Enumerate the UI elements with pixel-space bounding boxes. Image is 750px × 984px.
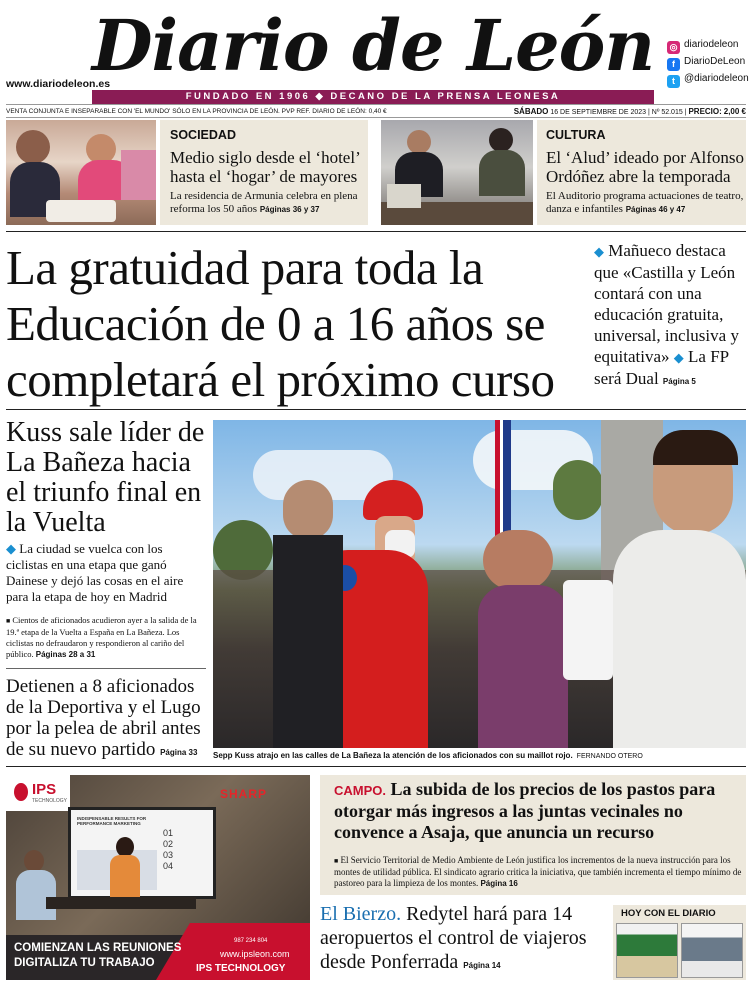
page-ref: Páginas 28 a 31	[35, 650, 96, 659]
hoy-con-el-diario[interactable]	[613, 905, 746, 980]
issue-date: 16 DE SEPTIEMBRE DE 2023	[550, 109, 647, 116]
diamond-bullet-icon: ◆	[673, 350, 684, 365]
page-ref: Páginas 46 y 47	[625, 205, 686, 214]
teaser-summary: La residencia de Armunia celebra en plena reforma los 50 años Páginas 36 y 37	[170, 190, 358, 215]
detienen-story[interactable]	[6, 676, 206, 763]
teaser-cultura[interactable]	[537, 120, 746, 225]
supplement-cover-1[interactable]	[616, 923, 678, 978]
info-bar	[6, 104, 746, 118]
twitter-icon: t	[667, 75, 680, 88]
founding-band: FUNDADO EN 1906 ◆ DECANO DE LA PRENSA LEONESA	[92, 90, 654, 104]
page-ref: Página 14	[463, 961, 501, 970]
divider	[6, 766, 746, 767]
detienen-headline: Detienen a 8 aficionados de la Deportiva y el Lugo por la pelea de abril antes de su nuevo partido	[6, 676, 201, 760]
screen-list: 01 02 03 04	[163, 828, 174, 871]
issue-day: SÁBADO	[513, 107, 549, 116]
facebook-icon: f	[667, 58, 680, 71]
teaser-headline[interactable]: El ‘Alud’ ideado por Alfonso Ordóñez abre la temporada	[546, 148, 744, 186]
supplement-cover-2[interactable]	[681, 923, 743, 978]
social-instagram[interactable]: ◎ diariodeleon	[667, 37, 739, 53]
side-quote-text: Mañueco destaca que «Castilla y León contará con una educación gratuita, universal, inclusiva y equitativa»	[594, 241, 739, 366]
main-side-text	[594, 240, 746, 392]
teaser-headline[interactable]: Medio siglo desde el ‘hotel’ hasta el ‘hogar’ de mayores	[170, 148, 360, 186]
issue-info: SÁBADO 16 DE SEPTIEMBRE DE 2023 | Nº 52.015 | PRECIO: 2,00 €	[513, 107, 746, 116]
divider	[6, 409, 746, 410]
masthead-logo[interactable]: Diario de León	[91, 4, 655, 87]
section-label: SOCIEDAD	[170, 128, 236, 142]
sale-notice: VENTA CONJUNTA E INSEPARABLE CON 'EL MUNDO' SÓLO EN LA PROVINCIA DE LEÓN. PVP REF. DIARIO DE LEÓN: 0,40 €	[6, 108, 387, 115]
social-twitter[interactable]: t @diariodeleon	[667, 71, 749, 87]
page-ref: Páginas 36 y 37	[259, 205, 320, 214]
bierzo-story[interactable]	[320, 902, 610, 978]
teaser-sociedad[interactable]	[160, 120, 368, 225]
bierzo-label: El Bierzo.	[320, 903, 402, 925]
kuss-note: ■ Cientos de aficionados acudieron ayer a la salida de la 19.ª etapa de la Vuelta a España en La Bañeza. Los ciclistas no defraudaron y respondieron al cariño del público. Páginas 28 a 31	[6, 615, 197, 659]
campo-label: CAMPO.	[334, 783, 386, 798]
social-facebook[interactable]: f DiarioDeLeon	[667, 54, 745, 70]
website-url[interactable]: www.diariodeleon.es	[6, 78, 111, 90]
divider	[6, 668, 206, 669]
hoy-title: HOY CON EL DIARIO	[621, 908, 716, 919]
section-label: CULTURA	[546, 128, 606, 142]
page-ref: Página 16	[480, 879, 518, 888]
ips-advertisement[interactable]	[6, 775, 310, 980]
kuss-photo[interactable]	[213, 420, 746, 748]
kuss-summary: ◆ La ciudad se vuelca con los ciclistas en una etapa que ganó Dainese y dejó las cosas en el aire para la etapa de hoy en Madrid	[6, 541, 184, 604]
sharp-logo: SHARP	[220, 787, 268, 801]
square-bullet-icon: ■	[6, 617, 11, 625]
side-fp-text: La FP será Dual	[594, 347, 729, 388]
instagram-icon: ◎	[667, 41, 680, 54]
page-ref: Página 33	[160, 748, 198, 757]
page-ref: Página 5	[662, 377, 696, 386]
ad-phone: 987 234 804	[234, 938, 268, 944]
issue-number: Nº 52.015	[651, 109, 683, 116]
diamond-bullet-icon: ◆	[594, 244, 604, 259]
photo-credit: FERNANDO OTERO	[576, 753, 643, 760]
diamond-bullet-icon: ◆	[6, 541, 16, 556]
teaser-summary: El Auditorio programa actuaciones de teatro, danza e infantiles Páginas 46 y 47	[546, 190, 744, 215]
campo-summary: ■ El Servicio Territorial de Medio Ambiente de León justifica los incrementos de la nueva instrucción para los montes de utilidad pública. El sindicato agrario critica la iniciativa, que también incrementa el tiempo mínimo de pastoreo para la limpieza de los montes. Página 16	[334, 855, 742, 888]
square-bullet-icon: ■	[334, 857, 339, 865]
campo-headline[interactable]: CAMPO. La subida de los precios de los pastos para otorgar más ingresos a las juntas vecinales no convence a Asaja, que anuncia un recurso	[334, 779, 716, 842]
ips-logo: IPS TECHNOLOGY	[6, 775, 70, 811]
bierzo-headline: Redytel hará para 14 aeropuertos el control de viajeros desde Ponferrada	[320, 903, 587, 973]
divider	[6, 231, 746, 232]
ad-screen: INDISPENSABLE RESULTS FOR PERFORMANCE MARKETING 01 02 03 04	[68, 807, 216, 899]
photo-caption: Sepp Kuss atrajo en las calles de La Bañeza la atención de los aficionados con su maillot rojo. FERNANDO OTERO	[213, 751, 643, 760]
ad-web[interactable]: www.ipsleon.com	[220, 949, 290, 959]
ad-company: IPS TECHNOLOGY	[196, 963, 286, 974]
sociedad-photo[interactable]	[6, 120, 156, 225]
price-label: PRECIO:	[688, 107, 722, 116]
ad-slogan: COMIENZAN LAS REUNIONES DIGITALIZA TU TRABAJO	[14, 942, 182, 969]
main-headline[interactable]: La gratuidad para toda la Educación de 0 a 16 años se completará el próximo curso	[6, 240, 555, 407]
kuss-headline[interactable]: Kuss sale líder de La Bañeza hacia el triunfo final en la Vuelta	[6, 417, 205, 538]
issue-price: 2,00 €	[723, 107, 746, 116]
cultura-photo[interactable]	[381, 120, 533, 225]
